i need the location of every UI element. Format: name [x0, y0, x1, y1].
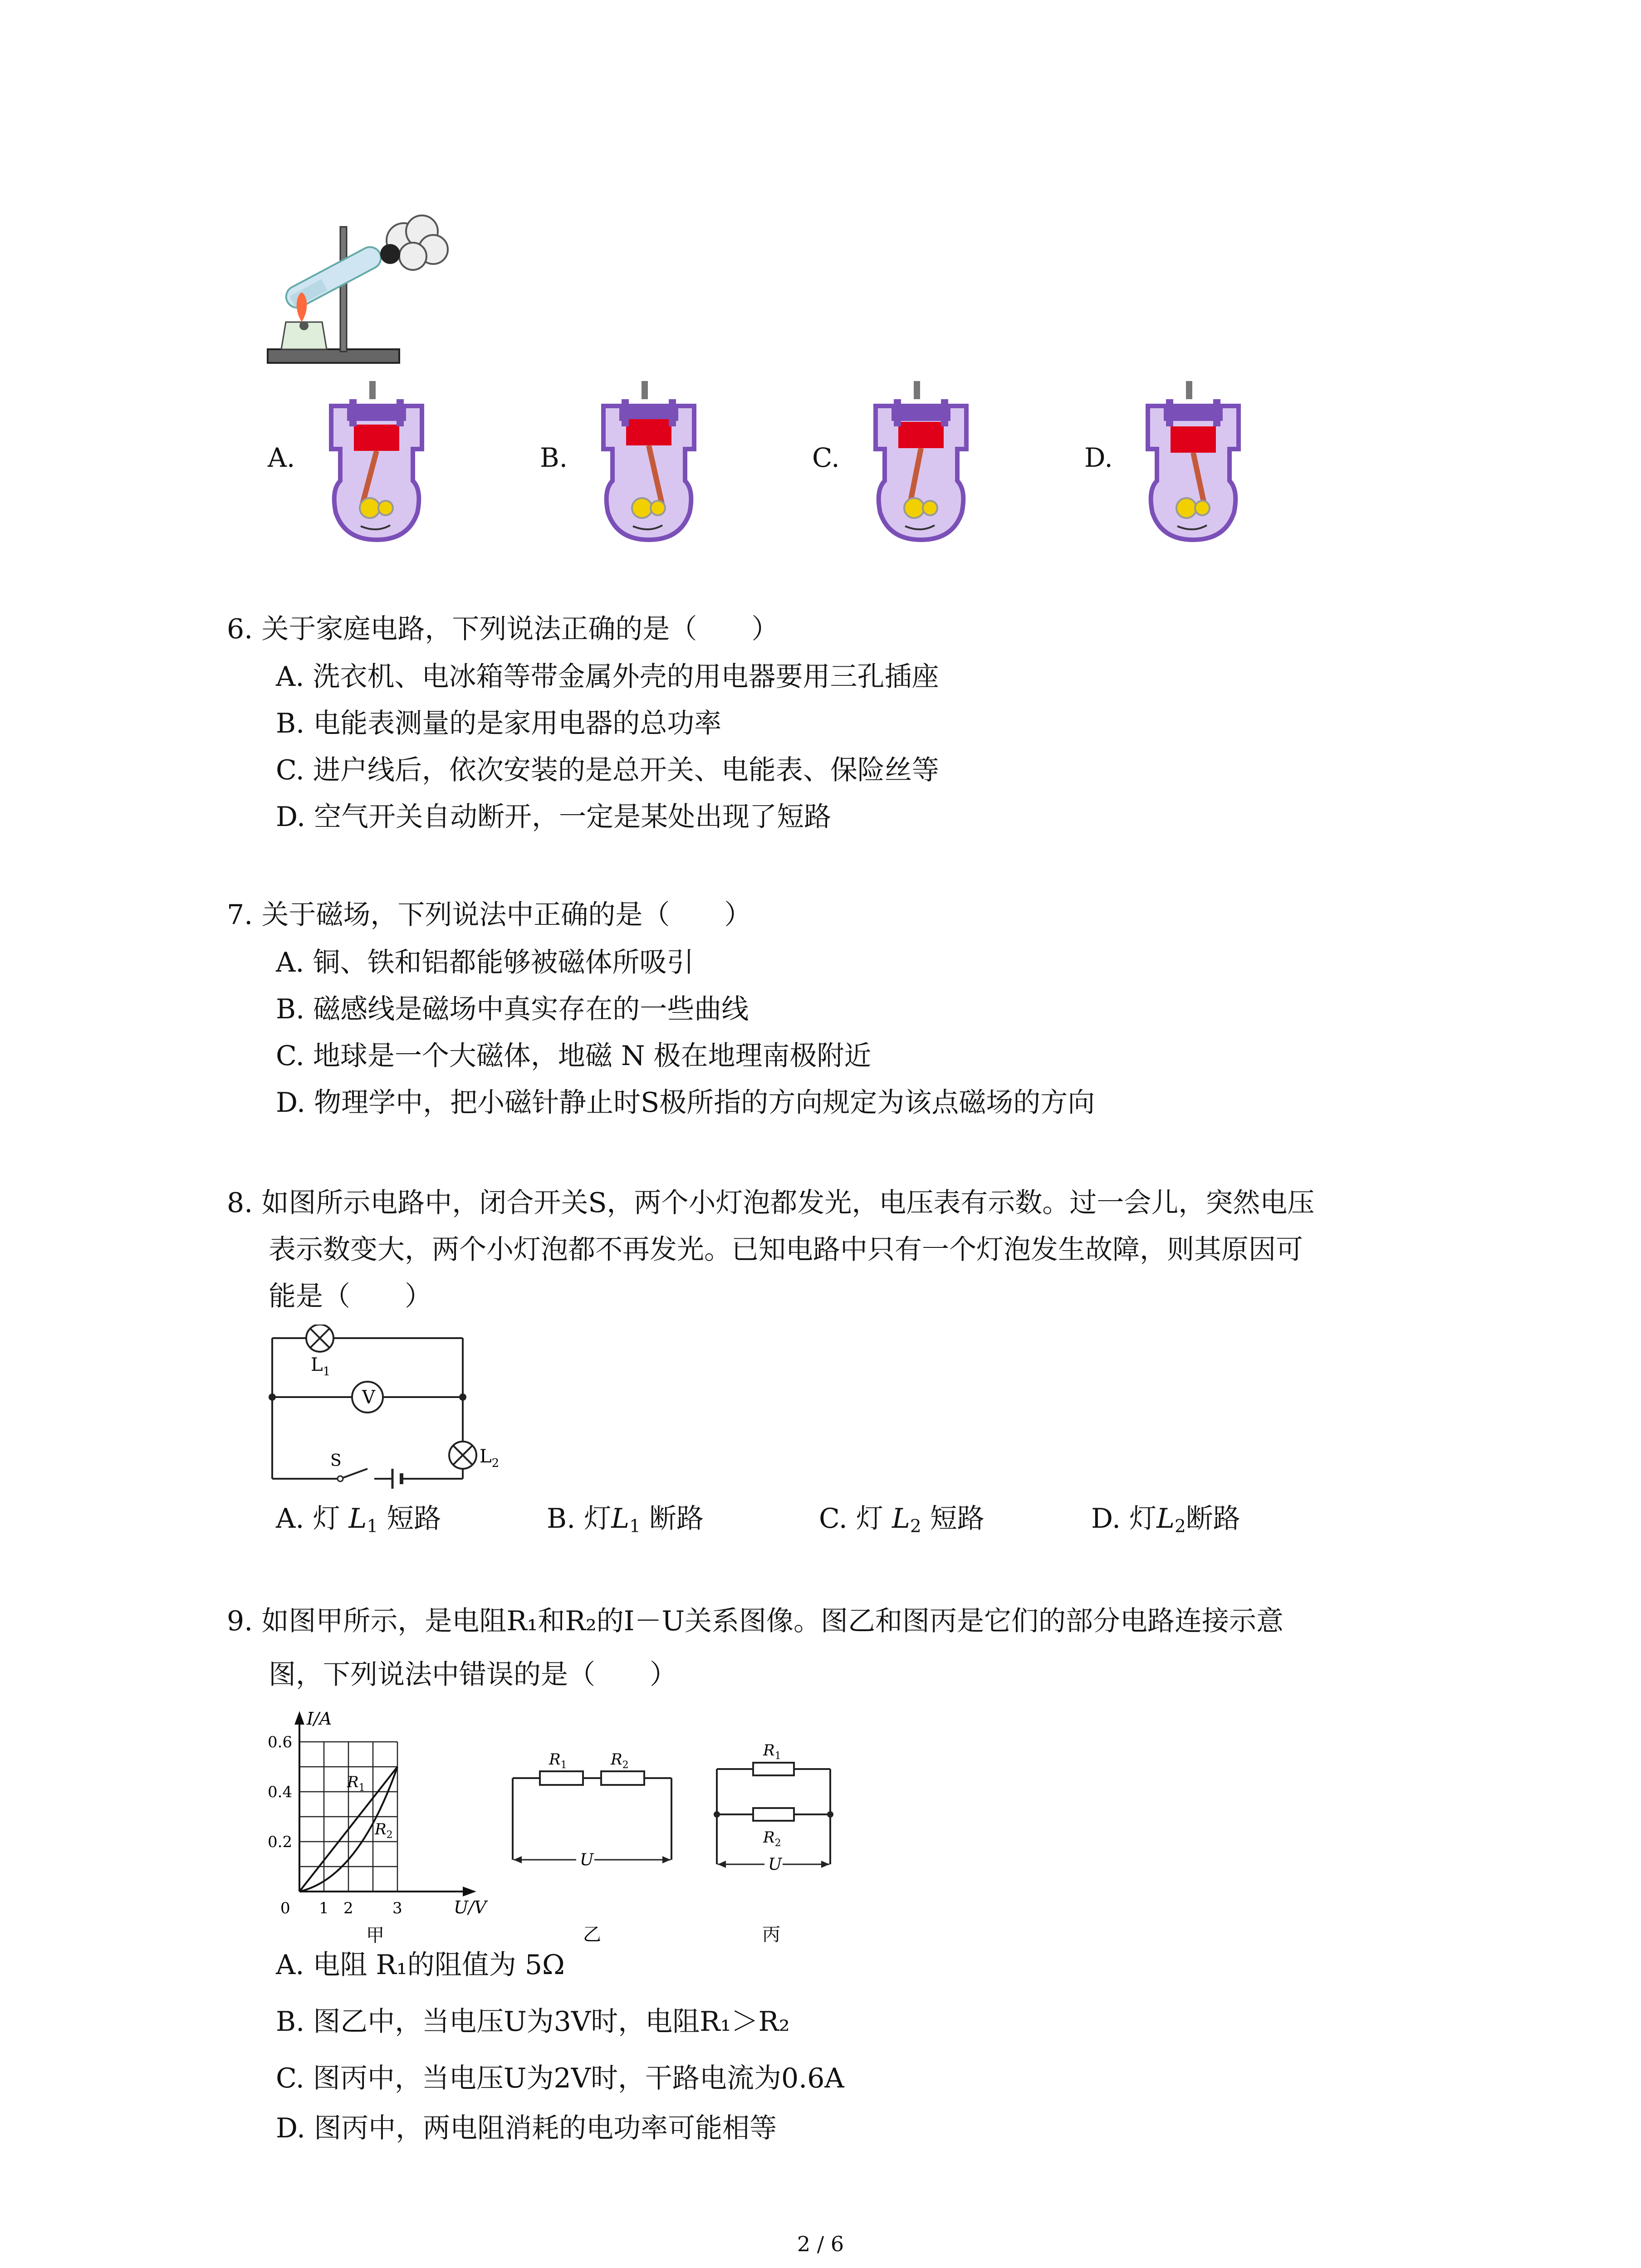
q9-iu-graph: [254, 1706, 508, 1950]
q6-option-d: D. 空气开关自动断开，一定是某处出现了短路: [276, 801, 832, 833]
graph-x-axis-label: U/V: [454, 1897, 487, 1917]
q5-option-c: [812, 381, 1048, 553]
graph-x-tick-1: 1: [319, 1899, 329, 1917]
graph-y-tick-0.2: 0.2: [268, 1833, 293, 1851]
parallel-r1-label: $R_1$: [763, 1741, 781, 1762]
graph-y-tick-0.4: 0.4: [268, 1783, 293, 1801]
q8-option-a: A. 灯 $L_1$ 短路: [276, 1503, 441, 1537]
q8-option-c: C. 灯 $L_2$ 短路: [819, 1503, 985, 1537]
q7-stem: 7. 关于磁场，下列说法中正确的是（ ）: [227, 899, 752, 931]
q8-stem-line1: 8. 如图所示电路中，闭合开关S，两个小灯泡都发光，电压表有示数。过一会儿，突然电压: [227, 1187, 1315, 1219]
q7-option-b: B. 磁感线是磁场中真实存在的一些曲线: [276, 993, 749, 1025]
q8-option-d: D. 灯$L_2$断路: [1091, 1503, 1240, 1537]
page-number: 2 / 6: [797, 2232, 844, 2256]
q7-option-c: C. 地球是一个大磁体，地磁 N 极在地理南极附近: [276, 1040, 872, 1072]
graph-y-axis-label: I/A: [307, 1709, 332, 1729]
q8-option-b: B. 灯$L_1$ 断路: [547, 1503, 704, 1537]
q9-parallel-circuit: [708, 1724, 853, 1950]
engine-cylinder-icon: [594, 381, 703, 549]
q8-switch-label: S: [330, 1452, 342, 1470]
q6-option-c: C. 进户线后，依次安装的是总开关、电能表、保险丝等: [276, 754, 939, 786]
q9-option-b: B. 图乙中，当电压U为3V时，电阻R₁＞R₂: [276, 2006, 790, 2038]
q9-stem-line2: 图，下列说法中错误的是（ ）: [269, 1659, 677, 1691]
q7-option-a: A. 铜、铁和铝都能够被磁体所吸引: [276, 947, 694, 978]
parallel-u-label: U: [768, 1855, 782, 1874]
q8-lamp1-label: $L_1$: [311, 1354, 331, 1378]
q8-stem-line2: 表示数变大，两个小灯泡都不再发光。已知电路中只有一个灯泡发生故障，则其原因可: [269, 1234, 1303, 1266]
q5-option-d: [1084, 381, 1320, 553]
q6-option-a: A. 洗衣机、电冰箱等带金属外壳的用电器要用三孔插座: [276, 661, 939, 693]
q8-circuit-diagram: [254, 1325, 526, 1497]
q5-option-letter: A.: [268, 442, 295, 473]
graph-x-tick-0: 0: [280, 1899, 290, 1917]
graph-x-tick-2: 2: [343, 1899, 353, 1917]
q5-option-letter: B.: [540, 442, 568, 473]
q5-option-letter: D.: [1084, 442, 1113, 473]
q9-stem-line1: 9. 如图甲所示，是电阻R₁和R₂的I－U关系图像。图乙和图丙是它们的部分电路连接示意: [227, 1605, 1284, 1637]
heating-apparatus-figure: [254, 213, 454, 376]
series-r2-label: $R_2$: [611, 1750, 629, 1771]
series-caption: 乙: [583, 1924, 601, 1945]
q6-stem: 6. 关于家庭电路，下列说法正确的是（ ）: [227, 613, 779, 645]
q9-series-circuit: [504, 1724, 685, 1950]
q7-option-d: D. 物理学中，把小磁针静止时S极所指的方向规定为该点磁场的方向: [276, 1087, 1095, 1119]
engine-cylinder-icon: [867, 381, 975, 549]
series-u-label: U: [580, 1851, 594, 1869]
q8-lamp2-label: $L_2$: [480, 1446, 500, 1470]
q5-option-a: [268, 381, 504, 553]
q9-option-d: D. 图丙中，两电阻消耗的电功率可能相等: [276, 2112, 777, 2144]
graph-r2-label: $R_2$: [375, 1820, 393, 1841]
graph-r1-label: $R_1$: [347, 1773, 365, 1794]
q6-option-b: B. 电能表测量的是家用电器的总功率: [276, 708, 722, 739]
q8-stem-line3: 能是（ ）: [269, 1281, 432, 1312]
q5-option-letter: C.: [812, 442, 840, 473]
parallel-caption: 丙: [762, 1924, 780, 1945]
series-r1-label: $R_1$: [549, 1750, 567, 1771]
q5-option-b: [540, 381, 776, 553]
q9-option-a: A. 电阻 R₁的阻值为 5Ω: [276, 1949, 565, 1981]
parallel-r2-label: $R_2$: [763, 1828, 781, 1849]
engine-cylinder-icon: [322, 381, 431, 549]
graph-caption: 甲: [366, 1925, 384, 1946]
q8-voltmeter-label: V: [362, 1387, 375, 1408]
graph-y-tick-0.6: 0.6: [268, 1733, 293, 1751]
engine-cylinder-icon: [1139, 381, 1248, 549]
q9-option-c: C. 图丙中，当电压U为2V时，干路电流为0.6A: [276, 2063, 844, 2094]
graph-x-tick-3: 3: [392, 1899, 402, 1917]
